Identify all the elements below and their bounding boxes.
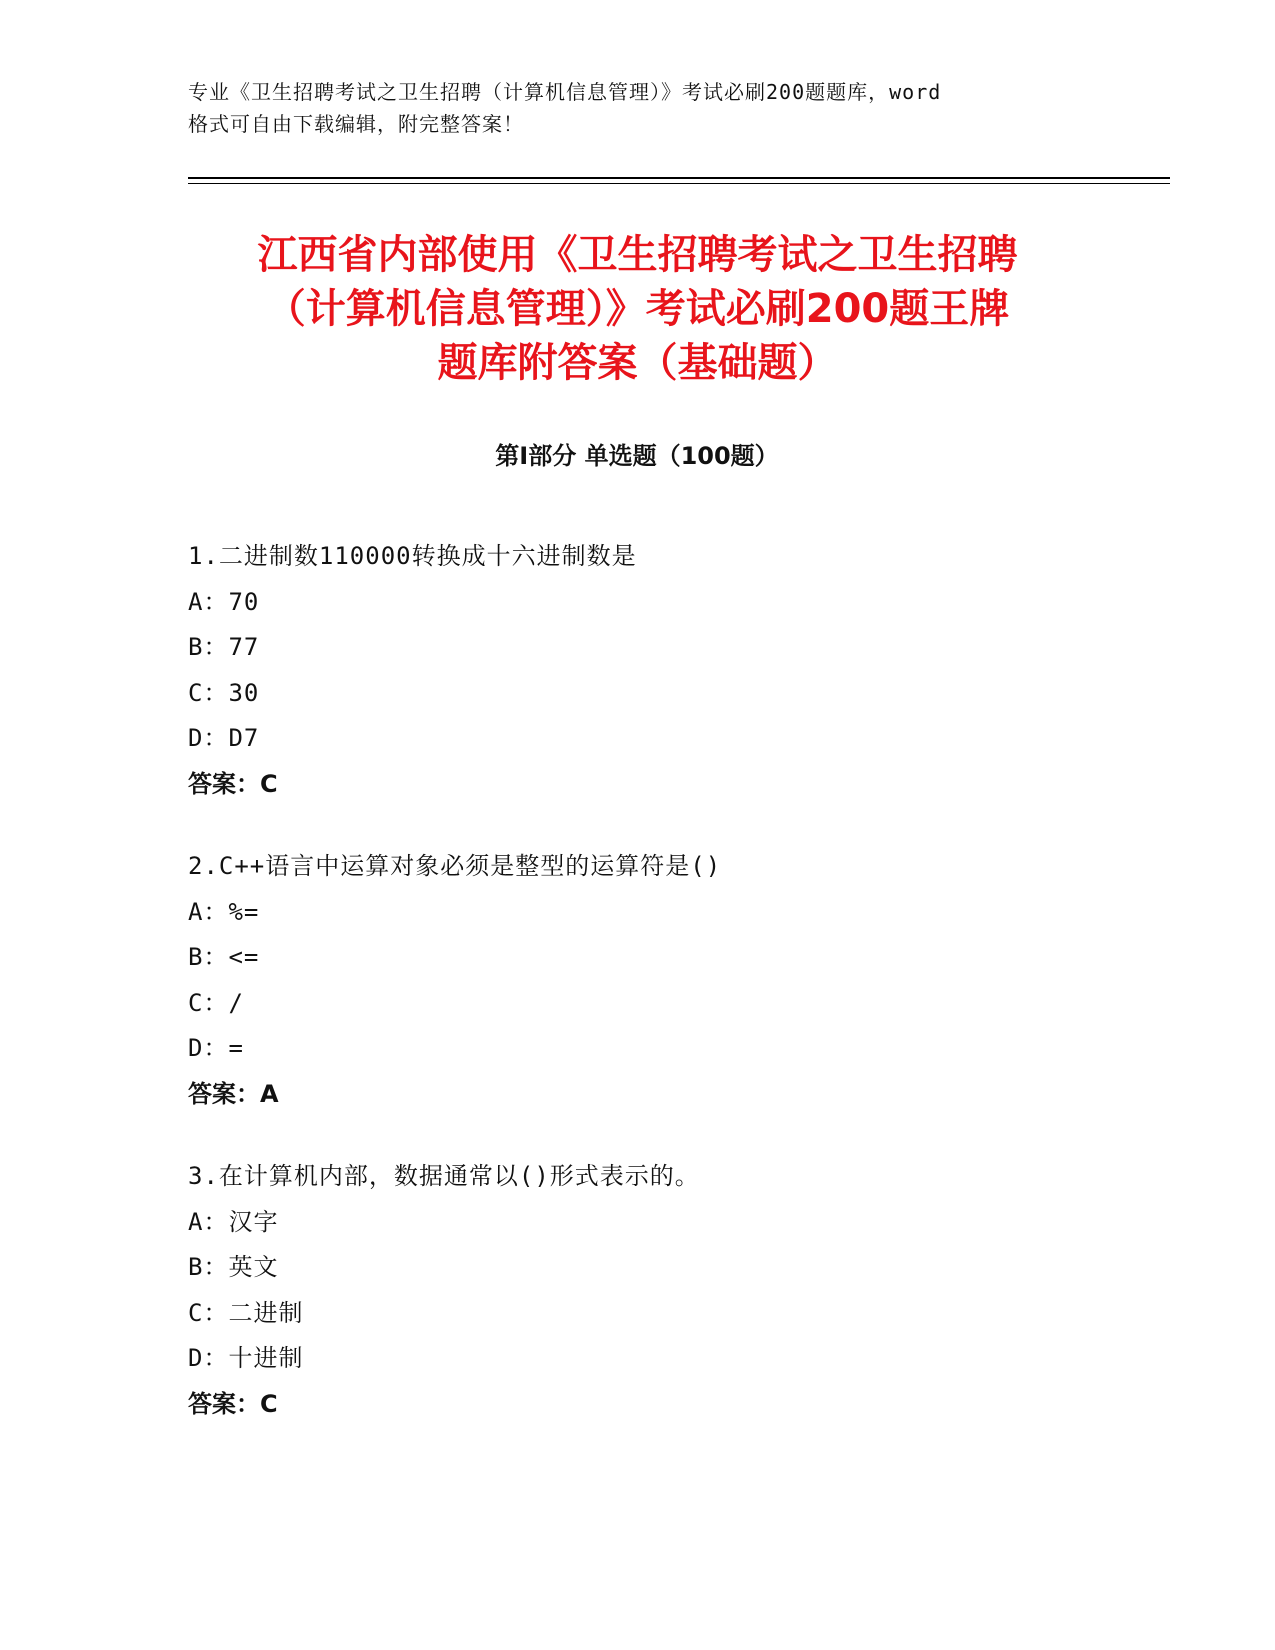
option-a: A：汉字 <box>188 1207 279 1236</box>
header-line-2: 格式可自由下载编辑，附完整答案！ <box>188 112 524 136</box>
document-header <box>188 76 1098 140</box>
question-stem: 2.C++语言中运算对象必须是整型的运算符是() <box>188 852 722 880</box>
title-line-1: 江西省内部使用《卫生招聘考试之卫生招聘 <box>257 232 1018 278</box>
question-item <box>188 844 1088 1117</box>
question-item <box>188 534 1088 807</box>
answer: 答案：C <box>188 1389 278 1418</box>
title-line-2: （计算机信息管理）》考试必刷200题王牌 <box>265 286 1010 332</box>
option-d: D：十进制 <box>188 1344 304 1372</box>
option-a: A：%= <box>188 897 260 926</box>
answer: 答案：A <box>188 1079 279 1108</box>
answer: 答案：C <box>188 769 278 798</box>
option-c: C：/ <box>188 988 244 1017</box>
header-divider-thin <box>188 183 1170 184</box>
title-line-3: 题库附答案（基础题） <box>437 340 838 386</box>
question-stem: 1.二进制数110000转换成十六进制数是 <box>188 542 637 570</box>
question-stem: 3.在计算机内部，数据通常以()形式表示的。 <box>188 1162 700 1190</box>
document-title <box>170 228 1105 390</box>
header-line-1: 专业《卫生招聘考试之卫生招聘（计算机信息管理）》考试必刷200题题库，word <box>188 80 942 104</box>
option-d: D：= <box>188 1034 244 1062</box>
question-list <box>188 534 1088 1464</box>
option-c: C：30 <box>188 678 260 707</box>
option-c: C：二进制 <box>188 1298 304 1327</box>
option-b: B：英文 <box>188 1253 279 1281</box>
question-item <box>188 1154 1088 1427</box>
section-title: 第Ⅰ部分 单选题（100题） <box>495 442 779 470</box>
option-b: B：77 <box>188 633 260 661</box>
option-b: B：<= <box>188 943 260 971</box>
header-divider-thick <box>188 177 1170 179</box>
option-d: D：D7 <box>188 724 260 752</box>
option-a: A：70 <box>188 587 260 616</box>
